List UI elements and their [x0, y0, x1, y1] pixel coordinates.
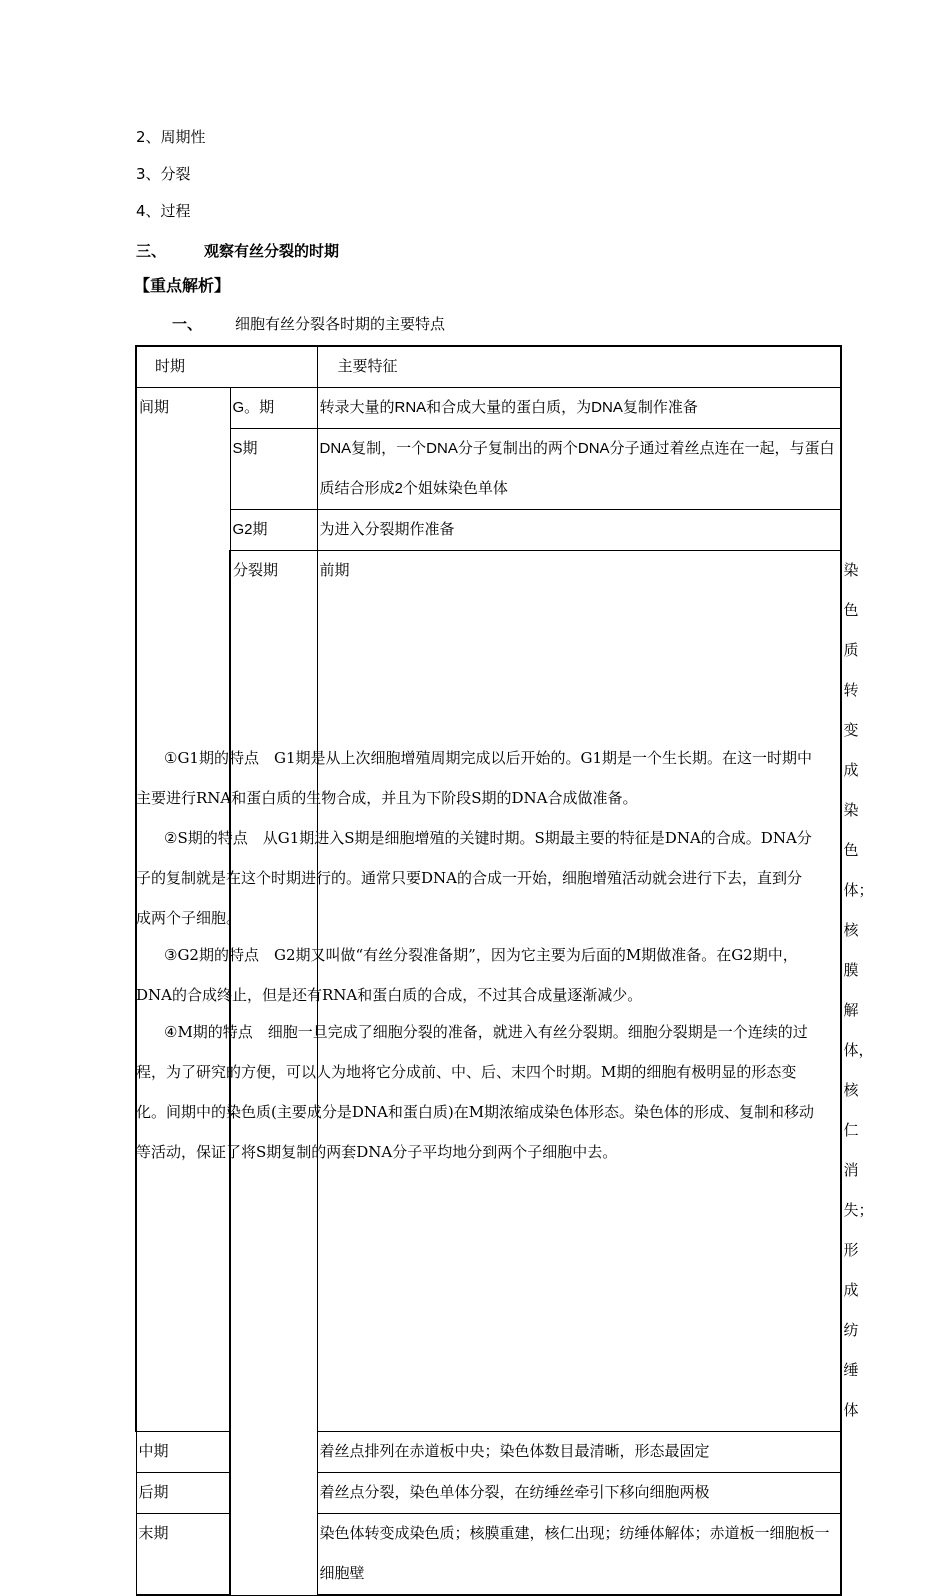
section3-number: 三、	[136, 242, 167, 260]
mitosis-phase-table: 时期 主要特征 间期 G。期 转录大量的RNA和合成大量的蛋白质，为DNA复制作准备 S期 DNA复制，一个DNA分子复制出的两个DNA分子通过着丝点连在一起，与蛋白质结合形成2个姐妹染色单体 G2期 为进入分裂期作准备 分裂期 前期 染色质转变成染色体；核膜解体，核仁消失；形成纺缍体 中期 着丝点排列在赤道板中央；染色体数目最清晰，形态最固定 后期 着丝点分裂，染色单体分裂，在纺缍丝牵引下移向细胞两极 末期 染色体转变成染色质；核膜重建，核仁出现；纺缍体解体；赤道板一细胞板一细胞壁	[135, 345, 842, 1596]
paragraph-g2-text: ③G2期的特点 G2期又叫做“有丝分裂准备期”，因为它主要为后面的M期做准备。在G2期中，DNA的合成终止，但是还有RNA和蛋白质的合成，不过其合成量逐渐减少。	[136, 946, 798, 1004]
feature-g2: 为进入分裂期作准备	[317, 510, 841, 551]
paragraph-m	[136, 1012, 816, 1172]
phase-prophase: 前期	[317, 551, 841, 1432]
phase-s: S期	[230, 429, 317, 510]
subsection1-number: 一、	[172, 315, 203, 333]
phase-g0: G。期	[230, 388, 317, 429]
paragraph-s	[136, 818, 816, 938]
key-heading: 【重点解析】	[134, 276, 231, 295]
paragraph-g1-text: ①G1期的特点 G1期是从上次细胞增殖周期完成以后开始的。G1期是一个生长期。在这一时期中主要进行RNA和蛋白质的生物合成，并且为下阶段S期的DNA合成做准备。	[136, 749, 813, 807]
subsection1-title: 细胞有丝分裂各时期的主要特点	[235, 315, 446, 333]
feature-anaphase: 着丝点分裂，染色单体分裂，在纺缍丝牵引下移向细胞两极	[317, 1473, 841, 1514]
phase-g2: G2期	[230, 510, 317, 551]
feature-s: DNA复制，一个DNA分子复制出的两个DNA分子通过着丝点连在一起，与蛋白质结合形成2个姐妹染色单体	[317, 429, 841, 510]
paragraph-s-text: ②S期的特点 从G1期进入S期是细胞增殖的关键时期。S期最主要的特征是DNA的合成。DNA分子的复制就是在这个时期进行的。通常只要DNA的合成一开始，细胞增殖活动就会进行下去，直到分成两个子细胞。	[136, 829, 812, 927]
paragraph-m-text: ④M期的特点 细胞一旦完成了细胞分裂的准备，就进入有丝分裂期。细胞分裂期是一个连续的过程，为了研究的方便，可以人为地将它分成前、中、后、末四个时期。M期的细胞有极明显的形态变化。间期中的染色质(主要成分是DNA和蛋白质)在M期浓缩成染色体形态。染色体的形成、复制和移动等活动，保证了将S期复制的两套DNA分子平均地分到两个子细胞中去。	[136, 1023, 815, 1161]
feature-metaphase: 着丝点排列在赤道板中央；染色体数目最清晰，形态最固定	[317, 1432, 841, 1473]
phase-anaphase: 后期	[136, 1473, 230, 1514]
feature-g0: 转录大量的RNA和合成大量的蛋白质，为DNA复制作准备	[317, 388, 841, 429]
outline-item-3: 3、分裂	[136, 165, 191, 183]
group-mitotic-phase: 分裂期	[230, 551, 317, 1596]
feature-telophase: 染色体转变成染色质；核膜重建，核仁出现；纺缍体解体；赤道板一细胞板一细胞壁	[317, 1514, 841, 1596]
paragraph-g2	[136, 935, 816, 1015]
outline-item-4: 4、过程	[136, 202, 191, 220]
phase-metaphase: 中期	[136, 1432, 230, 1473]
section3-title: 观察有丝分裂的时期	[204, 242, 340, 260]
outline-item-2: 2、周期性	[136, 128, 206, 146]
group-interphase: 间期	[136, 388, 230, 1432]
paragraph-g1	[136, 738, 816, 818]
header-period: 时期	[136, 346, 317, 388]
phase-telophase: 末期	[136, 1514, 230, 1596]
header-feature: 主要特征	[317, 346, 841, 388]
